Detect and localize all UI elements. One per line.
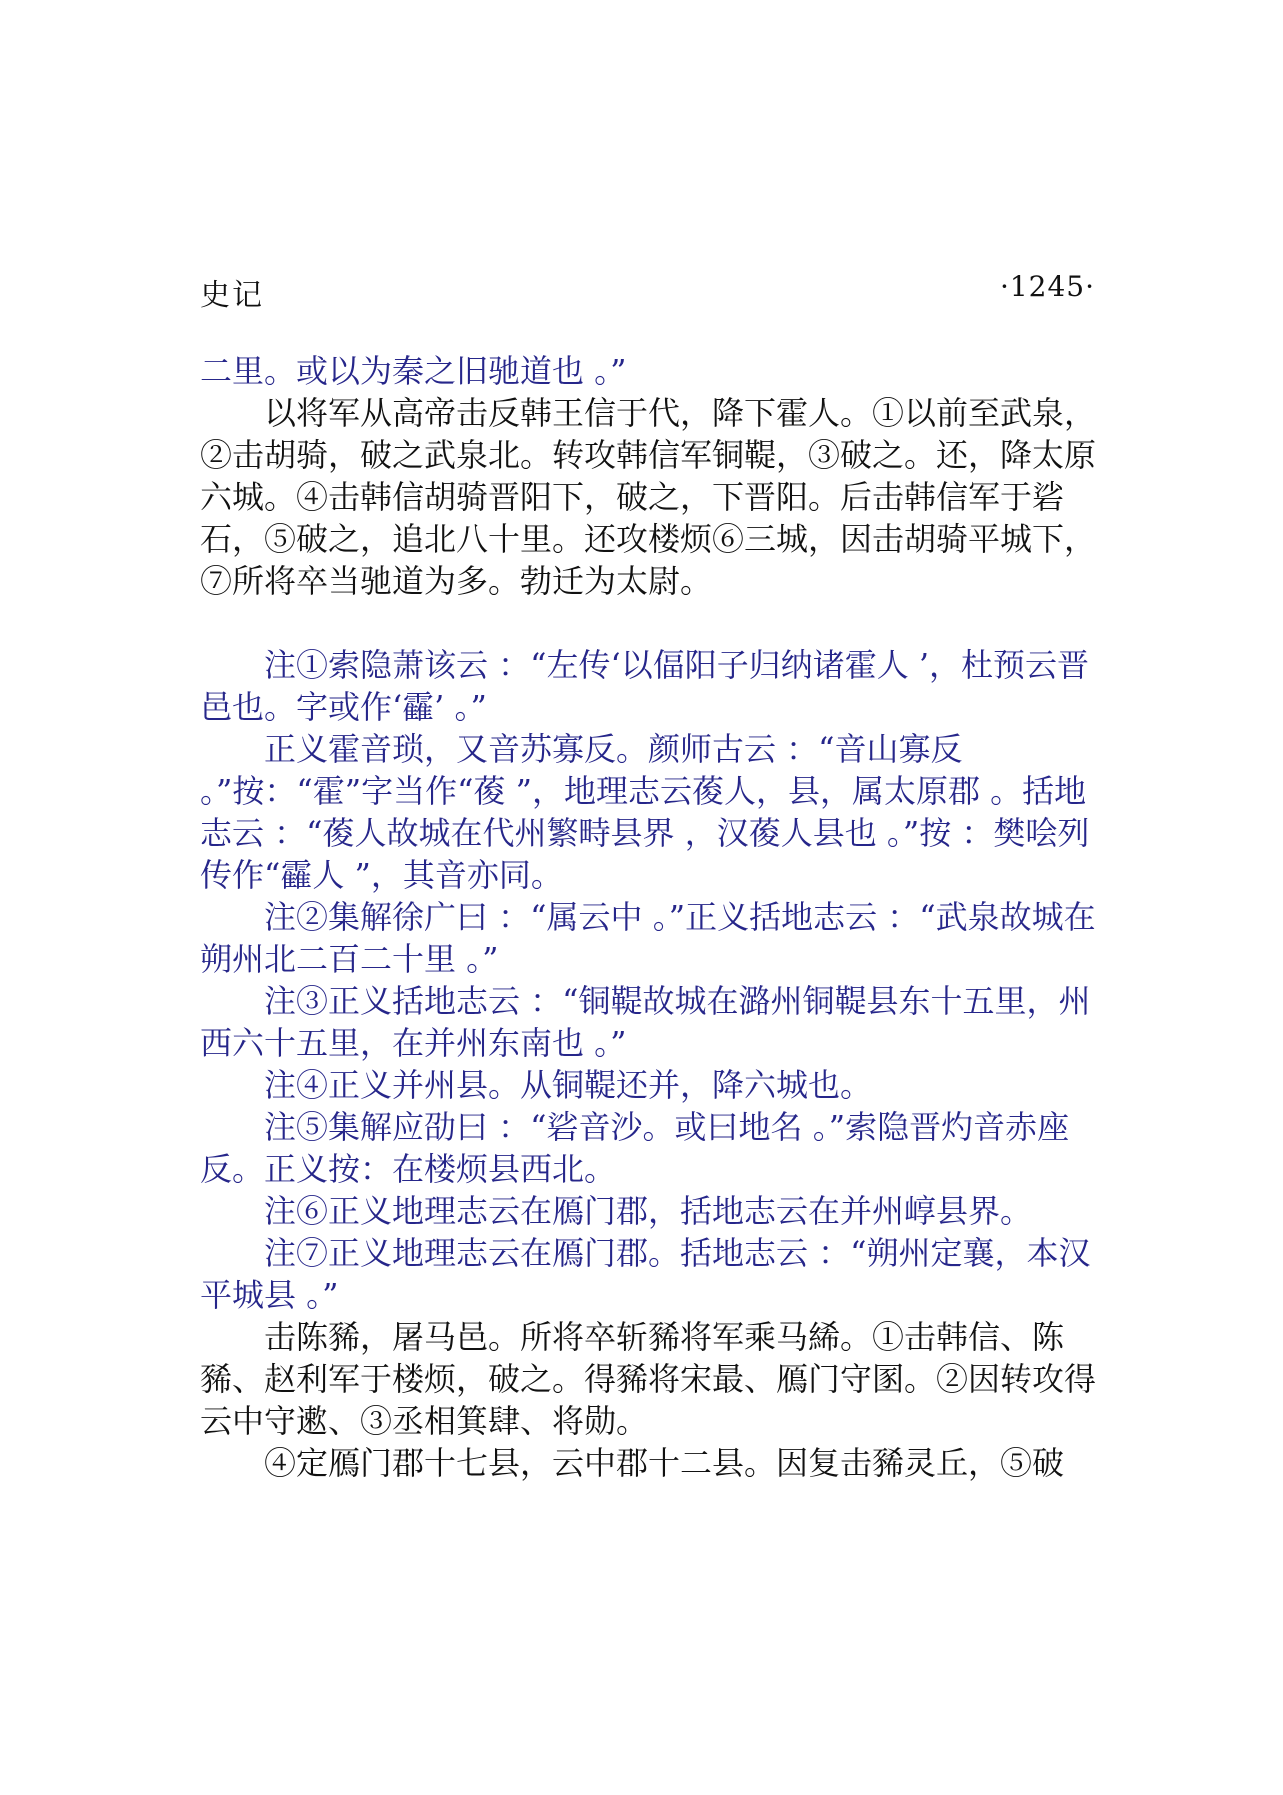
body-text <box>200 350 1100 1484</box>
book-title: 史记 <box>200 278 264 313</box>
paragraph-gap <box>200 602 1100 644</box>
note-5: 注⑤集解应劭曰 ：“硰音沙。或曰地名 。”索隐晋灼音赤座反。正义按：在楼烦县西北。 <box>200 1108 1070 1188</box>
page-number: ·1245· <box>999 270 1095 303</box>
note-7: 注⑦正义地理志云在鴈门郡。括地志云 ：“朔州定襄，本汉平城县 。” <box>200 1234 1091 1314</box>
paragraph-main-text: 以将军从高帝击反韩王信于代，降下霍人。①以前至武泉，②击胡骑，破之武泉北。转攻韩信军铜鞮，③破之。还，降太原六城。④击韩信胡骑晋阳下，破之，下晋阳。后击韩信军于硰石，⑤破之，追北八十里。还攻楼烦⑥三城，因击胡骑平城下，⑦所将卒当驰道为多。勃迁为太尉。 <box>200 394 1097 600</box>
paragraph-main-text: 击陈豨，屠马邑。所将卒斩豨将军乘马絺。①击韩信、陈豨、赵利军于楼烦，破之。得豨将宋最、鴈门守圂。②因转攻得云中守遬、③丞相箕肆、将勋。 <box>200 1318 1097 1440</box>
paragraph-main-text: ④定鴈门郡十七县，云中郡十二县。因复击豨灵丘，⑤破 <box>264 1444 1065 1482</box>
paragraph-continuation: 二里。或以为秦之旧驰道也 。” <box>200 352 627 390</box>
note-1-continued: 正义霍音琐，又音苏寡反。颜师古云 ：“音山寡反 。”按：“霍”字当作“葰 ”，地理志云葰人，县，属太原郡 。括地志云 ：“葰人故城在代州繁畤县界 ，汉葰人县也 。”按 ：樊哙列传作“靃人 ”，其音亦同。 <box>200 730 1090 894</box>
note-6: 注⑥正义地理志云在鴈门郡，括地志云在并州崞县界。 <box>264 1192 1033 1230</box>
note-2: 注②集解徐广曰 ：“属云中 。”正义括地志云 ：“武泉故城在朔州北二百二十里 。” <box>200 898 1096 978</box>
note-1: 注①索隐萧该云 ：“左传‘以偪阳子归纳诸霍人 ’，杜预云晋邑也。字或作‘靃’ 。” <box>200 646 1090 726</box>
page-header <box>200 270 1095 314</box>
note-3: 注③正义括地志云 ：“铜鞮故城在潞州铜鞮县东十五里，州西六十五里，在并州东南也 。” <box>200 982 1091 1062</box>
note-4: 注④正义并州县。从铜鞮还并，降六城也。 <box>264 1066 873 1104</box>
